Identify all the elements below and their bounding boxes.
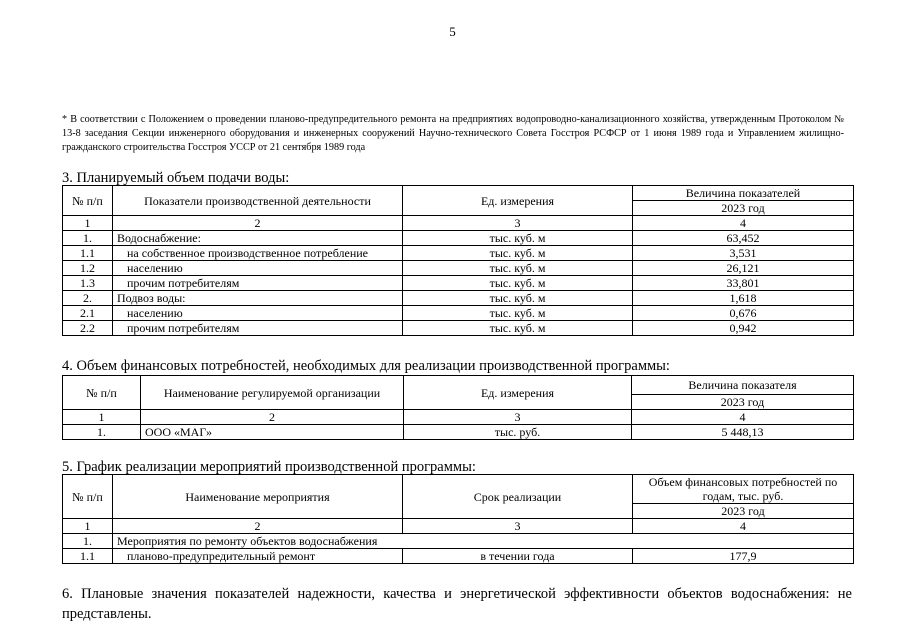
index-row <box>63 216 854 231</box>
header-value: Величина показателей <box>633 186 854 201</box>
header-year: 2023 год <box>632 395 854 410</box>
row-value: 0,942 <box>633 321 854 336</box>
row-value: 5 448,13 <box>632 425 854 440</box>
index-cell: 4 <box>632 410 854 425</box>
index-cell: 3 <box>404 410 632 425</box>
footnote: * В соответствии с Положением о проведении планово-предупредительного ремонта на предприятиях водопроводно-канализационного хозяйства, утвержденным Протоколом № 13-8 заседания Секции инженерного оборудования и инженерных сооружений Научно-технического Совета Госстроя РСФСР от 1 июня 1989 года и Управлением жилищно-гражданского строительства Госстроя УССР от 21 сентября 1989 года <box>62 114 844 153</box>
row-unit: тыс. куб. м <box>403 321 633 336</box>
index-cell: 3 <box>403 519 633 534</box>
row-unit: тыс. куб. м <box>403 246 633 261</box>
index-cell: 2 <box>141 410 404 425</box>
row-unit: тыс. куб. м <box>403 261 633 276</box>
index-cell: 1 <box>63 216 113 231</box>
row-num: 2. <box>63 291 113 306</box>
index-cell: 1 <box>63 519 113 534</box>
table-group-row <box>63 534 854 549</box>
index-row <box>63 410 854 425</box>
header-term: Срок реализации <box>403 475 633 519</box>
section-6-text: 6. Плановые значения показателей надежности, качества и энергетической эффективности объектов водоснабжения: не представлены. <box>62 586 852 622</box>
index-cell: 2 <box>113 216 403 231</box>
header-num: № п/п <box>63 186 113 216</box>
water-supply-table <box>62 185 854 336</box>
row-value: 0,676 <box>633 306 854 321</box>
row-name: на собственное производственное потребление <box>113 246 403 261</box>
row-num: 1. <box>63 231 113 246</box>
section-4-title: 4. Объем финансовых потребностей, необходимых для реализации производственной программы: <box>62 358 670 374</box>
group-empty-cell <box>633 534 854 549</box>
row-name: Подвоз воды: <box>113 291 403 306</box>
row-name: прочим потребителям <box>113 321 403 336</box>
row-unit: тыс. руб. <box>404 425 632 440</box>
row-num: 1.1 <box>63 246 113 261</box>
activities-schedule-table <box>62 474 854 564</box>
section-5-title: 5. График реализации мероприятий производственной программы: <box>62 459 476 475</box>
table-row <box>63 246 854 261</box>
header-activity: Наименование мероприятия <box>113 475 403 519</box>
row-value: 1,618 <box>633 291 854 306</box>
table-row <box>63 306 854 321</box>
row-value: 33,801 <box>633 276 854 291</box>
index-row <box>63 519 854 534</box>
header-unit: Ед. измерения <box>403 186 633 216</box>
row-value: 26,121 <box>633 261 854 276</box>
row-num: 1.2 <box>63 261 113 276</box>
row-name: населению <box>113 261 403 276</box>
row-value: 3,531 <box>633 246 854 261</box>
index-cell: 3 <box>403 216 633 231</box>
table-row <box>63 321 854 336</box>
row-unit: тыс. куб. м <box>403 276 633 291</box>
row-unit: тыс. куб. м <box>403 291 633 306</box>
row-unit: тыс. куб. м <box>403 306 633 321</box>
page-number: 5 <box>449 24 456 39</box>
row-num: 1.3 <box>63 276 113 291</box>
index-cell: 2 <box>113 519 403 534</box>
header-organization: Наименование регулируемой организации <box>141 376 404 410</box>
table-row <box>63 276 854 291</box>
header-indicator: Показатели производственной деятельности <box>113 186 403 216</box>
header-num: № п/п <box>63 376 141 410</box>
row-name: прочим потребителям <box>113 276 403 291</box>
row-unit: тыс. куб. м <box>403 231 633 246</box>
index-cell: 1 <box>63 410 141 425</box>
table-row <box>63 549 854 564</box>
row-num: 1. <box>63 534 113 549</box>
index-cell: 4 <box>633 519 854 534</box>
table-row <box>63 261 854 276</box>
header-value: Величина показателя <box>632 376 854 395</box>
row-num: 2.2 <box>63 321 113 336</box>
section-3-title: 3. Планируемый объем подачи воды: <box>62 170 290 186</box>
row-value: 63,452 <box>633 231 854 246</box>
financial-needs-table <box>62 375 854 440</box>
row-num: 1. <box>63 425 141 440</box>
header-unit: Ед. измерения <box>404 376 632 410</box>
row-num: 1.1 <box>63 549 113 564</box>
row-organization: ООО «МАГ» <box>141 425 404 440</box>
row-term: в течении года <box>403 549 633 564</box>
row-name: Водоснабжение: <box>113 231 403 246</box>
row-name: населению <box>113 306 403 321</box>
table-row <box>63 291 854 306</box>
row-value: 177,9 <box>633 549 854 564</box>
row-num: 2.1 <box>63 306 113 321</box>
header-num: № п/п <box>63 475 113 519</box>
row-activity: планово-предупредительный ремонт <box>113 549 403 564</box>
header-year: 2023 год <box>633 201 854 216</box>
index-cell: 4 <box>633 216 854 231</box>
table-row <box>63 425 854 440</box>
table-row <box>63 231 854 246</box>
header-value: Объем финансовых потребностей по годам, тыс. руб. <box>633 475 854 504</box>
group-name: Мероприятия по ремонту объектов водоснабжения <box>113 534 633 549</box>
header-year: 2023 год <box>633 504 854 519</box>
